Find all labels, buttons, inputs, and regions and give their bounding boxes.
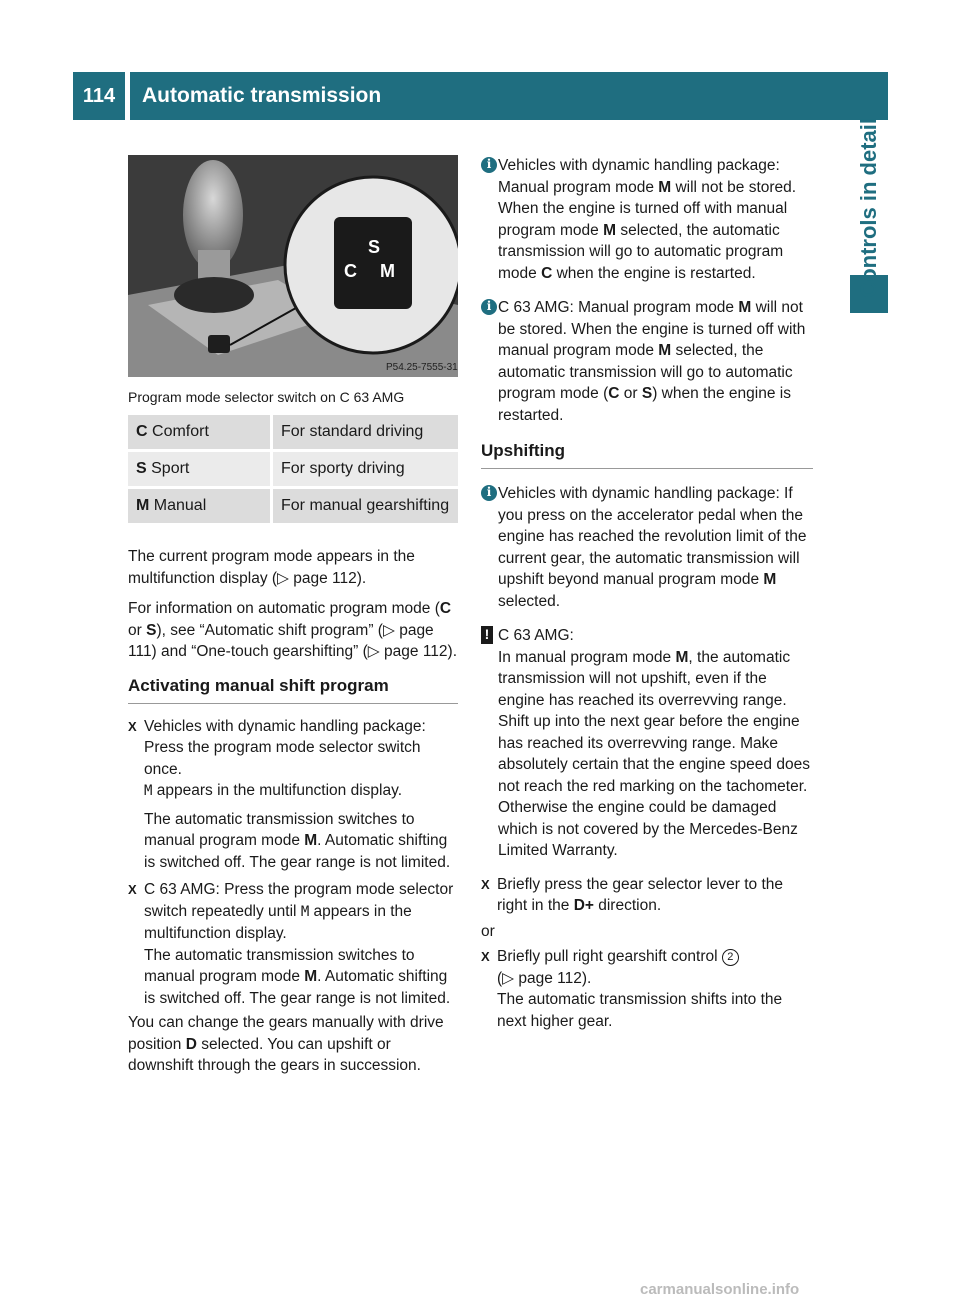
step-c63-amg: X C 63 AMG: Press the program mode selector switch repeatedly until M appears in the multifunction display. The automatic transmission switches to manual program mode M. Automatic shifting is switched off. The gear range is not limited. bbox=[128, 881, 454, 1007]
heading-activating-manual: Activating manual shift program bbox=[128, 675, 458, 704]
switch-letter-m: M bbox=[380, 261, 395, 281]
page-title: Automatic transmission bbox=[130, 72, 888, 120]
or-text: or bbox=[481, 922, 495, 940]
watermark: carmanualsonline.info bbox=[640, 1281, 800, 1298]
step-arrow-icon: X bbox=[128, 718, 137, 734]
info-icon: i bbox=[481, 299, 497, 315]
info-icon: i bbox=[481, 485, 497, 501]
right-column bbox=[481, 155, 813, 1032]
left-column bbox=[128, 155, 458, 1077]
info-icon: i bbox=[481, 157, 497, 173]
mode-cell: C Comfort bbox=[128, 415, 272, 451]
step-arrow-icon: X bbox=[481, 949, 490, 964]
warning-icon: ! bbox=[481, 626, 493, 644]
figure-caption: Program mode selector switch on C 63 AMG bbox=[128, 389, 405, 405]
mode-cell: M Manual bbox=[128, 488, 272, 525]
mode-description: For manual gearshifting bbox=[272, 488, 459, 525]
mode-cell: S Sport bbox=[128, 451, 272, 488]
program-mode-table bbox=[128, 415, 458, 526]
table-row bbox=[128, 488, 458, 525]
step-arrow-icon: X bbox=[481, 876, 490, 892]
table-row bbox=[128, 451, 458, 488]
heading-upshifting: Upshifting bbox=[481, 440, 813, 469]
mode-description: For standard driving bbox=[272, 415, 459, 451]
step-press-selector: X Briefly press the gear selector lever to the right in the D+ direction. bbox=[481, 875, 784, 914]
switch-letter-c: C bbox=[344, 261, 357, 281]
callout-number: 2 bbox=[722, 949, 739, 966]
note-dynamic-handling: i Vehicles with dynamic handling package: Manual program mode M will not be stored. When the engine is turned off with manual program mode M selected, the automatic transmission will go to automatic program mode C when the engine is restarted. bbox=[481, 155, 813, 284]
step-pull-gearshift: X Briefly pull right gearshift control 2 (▷ page 112). The automatic transmission shifts into the next higher gear. bbox=[481, 948, 783, 1030]
figure-code: P54.25-7555-31 bbox=[386, 362, 458, 373]
note-upshift-dynamic: i Vehicles with dynamic handling package: If you press on the accelerator pedal when the engine has reached the revolution limit of the current gear, the automatic transmission will upshift beyond manual program mode M selected. bbox=[481, 483, 813, 612]
note-c63-amg: i C 63 AMG: Manual program mode M will not be stored. When the engine is turned off with manual program mode M selected, the automatic transmission will go to automatic program mode (C or S) when the engine is restarted. bbox=[481, 297, 813, 426]
selector-switch-photo bbox=[128, 155, 458, 377]
table-row bbox=[128, 415, 458, 451]
paragraph-current-mode: The current program mode appears in the multifunction display (▷ page 112). bbox=[128, 548, 415, 587]
step-arrow-icon: X bbox=[128, 882, 137, 897]
paragraph-automatic-info: For information on automatic program mode (C or S), see “Automatic shift program” (▷ page 111) and “One-touch gearshifting” (▷ page 112). bbox=[128, 600, 457, 660]
warning-c63-amg: ! C 63 AMG: In manual program mode M, the automatic transmission will not upshift, even if the engine has reached its overrevving range. Shift up into the next gear before the engine has reached its overrevving range. Make absolutely certain that the engine speed does not reach the red marking on the tachometer. Otherwise the engine could be damaged which is not covered by the Mercedes-Benz Limited Warranty. bbox=[481, 625, 813, 862]
paragraph-change-gears: You can change the gears manually with drive position D selected. You can upshift or downshift through the gears in succession. bbox=[128, 1014, 444, 1074]
page-number: 114 bbox=[73, 72, 125, 120]
step-dynamic-handling: X Vehicles with dynamic handling package: Press the program mode selector switch once. M appears in the multifunction display. The automatic transmission switches to manual program mode M. Automatic shifting is switched off. The gear range is not limited. bbox=[128, 717, 451, 871]
mode-description: For sporty driving bbox=[272, 451, 459, 488]
switch-letter-s: S bbox=[368, 237, 381, 257]
